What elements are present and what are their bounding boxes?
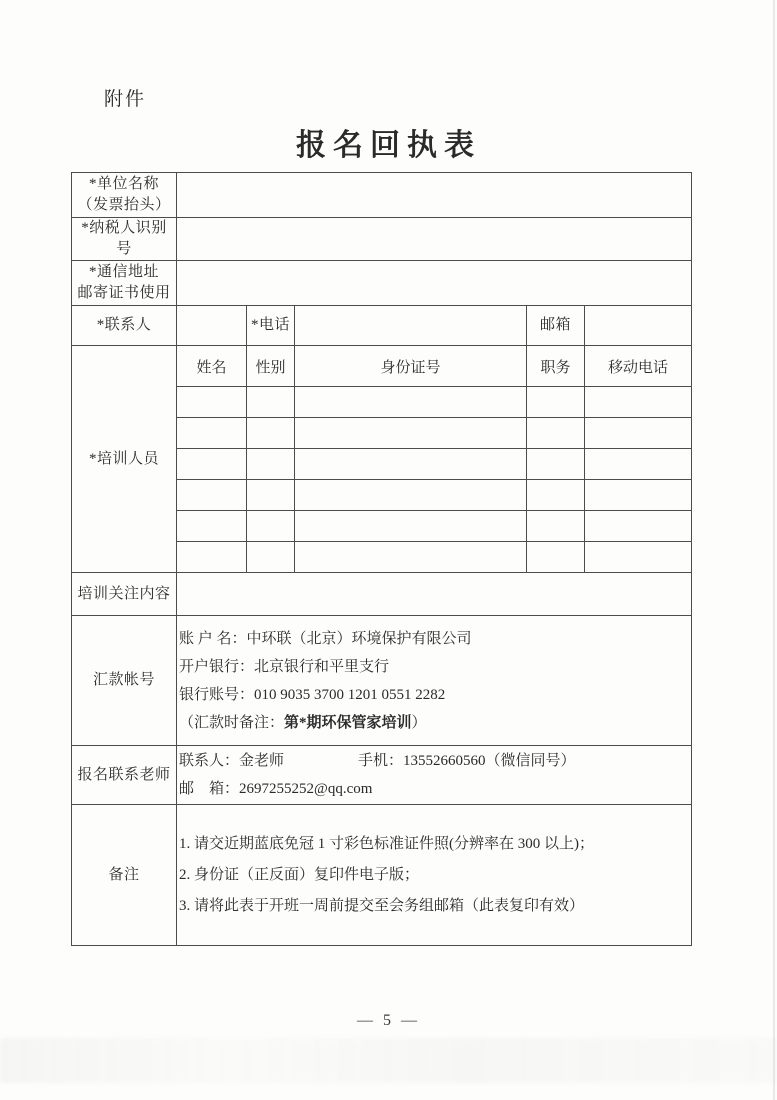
contact-phone-value-cell [295, 306, 527, 346]
contact-email-label: 邮箱 [527, 306, 585, 346]
trainees-label: *培训人员 [72, 346, 177, 573]
trainee-cell [247, 387, 295, 418]
address-label-line1: *通信地址 [88, 264, 159, 280]
trainee-cell [295, 511, 527, 542]
unit-name-label-line2: （发票抬头） [77, 197, 171, 213]
remittance-memo-prefix: （汇款时备注： [179, 714, 285, 731]
teacher-phone: 手机：13552660560（微信同号） [358, 753, 576, 769]
trainees-header-row [72, 346, 692, 387]
trainee-cell [247, 542, 295, 573]
teacher-row [72, 746, 692, 805]
trainee-cell [295, 387, 527, 418]
training-focus-row [72, 573, 692, 616]
trainees-col-name: 姓名 [177, 346, 247, 387]
address-value-cell [177, 261, 692, 306]
taxpayer-id-value-cell [177, 218, 692, 261]
trainees-col-mobile: 移动电话 [585, 346, 692, 387]
scan-artifact-right-edge [773, 0, 775, 1100]
trainees-col-position: 职务 [527, 346, 585, 387]
remittance-label: 汇款帐号 [72, 616, 177, 746]
unit-name-value-cell [177, 173, 692, 218]
scan-artifact-bottom-smudge [0, 1038, 777, 1083]
trainee-cell [177, 542, 247, 573]
remittance-row [72, 616, 692, 746]
remittance-memo [179, 709, 689, 737]
remittance-content-cell [177, 616, 692, 746]
taxpayer-id-label: *纳税人识别号 [72, 218, 177, 261]
training-focus-value-cell [177, 573, 692, 616]
contact-value-cell [177, 306, 247, 346]
trainee-cell [527, 511, 585, 542]
remark-item-1: 1. 请交近期蓝底免冠 1 寸彩色标准证件照(分辨率在 300 以上)； [179, 835, 594, 852]
trainee-cell [527, 542, 585, 573]
trainee-cell [295, 418, 527, 449]
trainee-cell [585, 418, 692, 449]
trainee-cell [177, 480, 247, 511]
trainee-cell [585, 542, 692, 573]
trainee-cell [527, 418, 585, 449]
contact-phone-label: *电话 [247, 306, 295, 346]
contact-label: *联系人 [72, 306, 177, 346]
trainee-cell [585, 449, 692, 480]
teacher-line1 [179, 747, 689, 775]
trainee-cell [247, 418, 295, 449]
trainee-cell [247, 449, 295, 480]
remittance-account-name: 账 户 名：中环联（北京）环境保护有限公司 [179, 630, 472, 647]
address-label [72, 261, 177, 306]
teacher-contact: 联系人：金老师 [179, 753, 285, 769]
trainee-cell [295, 542, 527, 573]
remarks-label: 备注 [72, 805, 177, 946]
unit-name-label [72, 173, 177, 218]
trainees-col-id-number: 身份证号 [295, 346, 527, 387]
trainee-cell [247, 511, 295, 542]
trainee-cell [177, 387, 247, 418]
unit-name-label-line1: *单位名称 [88, 176, 159, 192]
remittance-memo-bold: 第*期环保管家培训 [284, 714, 412, 731]
trainee-cell [527, 480, 585, 511]
trainee-cell [177, 511, 247, 542]
remittance-memo-suffix: ） [411, 714, 427, 731]
trainees-col-gender: 性别 [247, 346, 295, 387]
taxpayer-id-row [72, 218, 692, 261]
remittance-account-number: 银行账号：010 9035 3700 1201 0551 2282 [179, 686, 446, 703]
trainee-cell [177, 449, 247, 480]
unit-name-row [72, 173, 692, 218]
address-row [72, 261, 692, 306]
trainee-cell [585, 387, 692, 418]
page-number: — 5 — [357, 1012, 420, 1029]
trainee-cell [585, 480, 692, 511]
trainee-cell [295, 480, 527, 511]
training-focus-label: 培训关注内容 [72, 573, 177, 616]
teacher-label: 报名联系老师 [72, 746, 177, 805]
teacher-content-cell [177, 746, 692, 805]
contact-row [72, 306, 692, 346]
teacher-email: 邮 箱：2697255252@qq.com [179, 781, 373, 797]
trainee-cell [527, 449, 585, 480]
remittance-bank: 开户银行：北京银行和平里支行 [179, 658, 390, 675]
trainee-cell [177, 418, 247, 449]
trainee-cell [585, 511, 692, 542]
form-title: 报名回执表 [296, 129, 481, 162]
remark-item-3: 3. 请将此表于开班一周前提交至会务组邮箱（此表复印有效） [179, 897, 585, 914]
trainee-cell [247, 480, 295, 511]
trainee-cell [527, 387, 585, 418]
remark-item-2: 2. 身份证（正反面）复印件电子版； [179, 866, 420, 883]
attachment-label: 附件 [104, 89, 147, 110]
remarks-content-cell [177, 805, 692, 946]
address-label-line2: 邮寄证书使用 [77, 285, 171, 301]
trainee-cell [295, 449, 527, 480]
registration-form-table [71, 172, 692, 946]
contact-email-value-cell [585, 306, 692, 346]
remarks-row [72, 805, 692, 946]
